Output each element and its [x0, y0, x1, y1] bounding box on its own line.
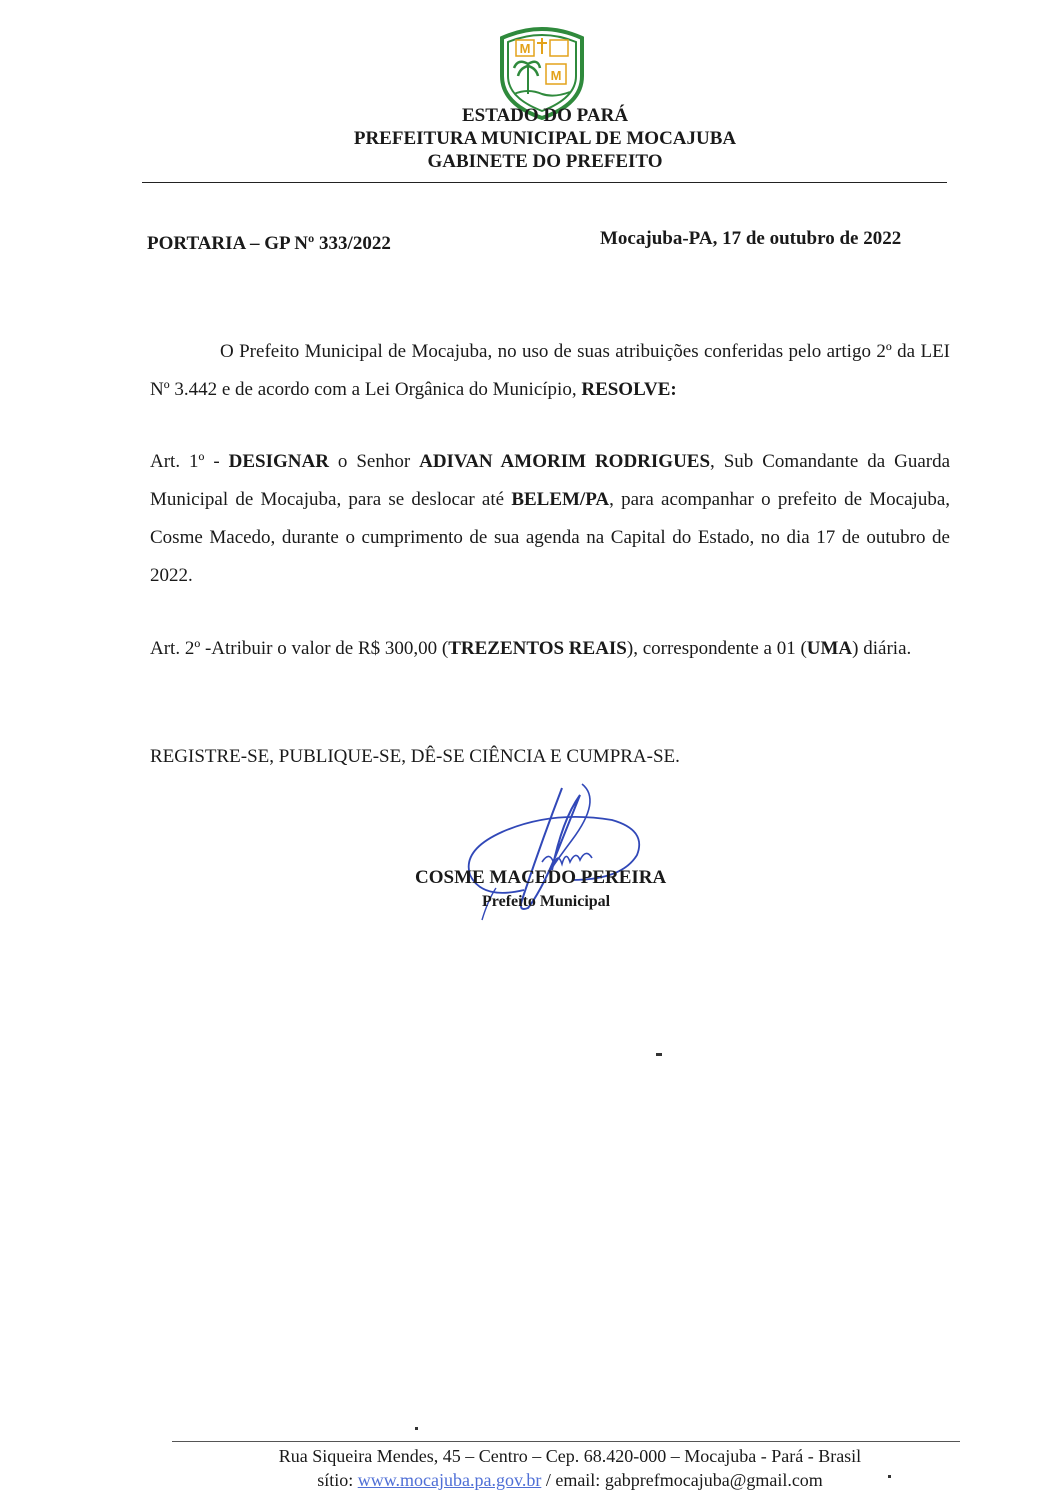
closing-formula: REGISTRE-SE, PUBLIQUE-SE, DÊ-SE CIÊNCIA E CUMPRA-SE. — [150, 746, 680, 767]
crest-letter-top: M — [519, 41, 531, 56]
art2-text-3: ) diária. — [852, 638, 912, 659]
portaria-number: PORTARIA – GP Nº 333/2022 — [147, 233, 391, 254]
footer-address: Rua Siqueira Mendes, 45 – Centro – Cep. 68.420-000 – Mocajuba - Pará - Brasil — [278, 1446, 862, 1466]
email-address[interactable]: gabprefmocajuba@gmail.com — [604, 1470, 823, 1490]
intro-paragraph — [150, 333, 950, 409]
footer-divider — [172, 1441, 960, 1442]
footer-contact — [170, 1470, 970, 1491]
art1-destination: BELEM/PA — [511, 489, 610, 510]
art1-label: Art. 1º - — [150, 451, 229, 472]
state-line: ESTADO DO PARÁ — [461, 105, 629, 126]
art1-designee-name: ADIVAN AMORIM RODRIGUES — [419, 451, 711, 472]
art2-amount: TREZENTOS REAIS — [448, 638, 627, 659]
website-link[interactable]: www.mocajuba.pa.gov.br — [357, 1470, 542, 1490]
art2-text-2: ), correspondente a 01 ( — [626, 638, 807, 659]
email-label: / email: — [541, 1470, 605, 1490]
municipality-line: PREFEITURA MUNICIPAL DE MOCAJUBA — [353, 128, 737, 149]
office-line: GABINETE DO PREFEITO — [427, 151, 663, 172]
place-date: Mocajuba-PA, 17 de outubro de 2022 — [600, 228, 902, 249]
article-2 — [150, 630, 950, 668]
art1-text-2: , Sub Comandante da Guarda Municipal de Mocajuba, para se deslocar até — [150, 451, 951, 510]
intro-text: O Prefeito Municipal de Mocajuba, no uso de suas atribuições conferidas pelo artigo 2º da LEI Nº 3.442 e de acordo com a Lei Orgânica do Município, — [150, 341, 950, 400]
art1-text-3: , para acompanhar o prefeito de Mocajuba, Cosme Macedo, durante o cumprimento de sua agenda na Capital do Estado, no dia 17 de outubro de 2022. — [150, 489, 951, 586]
site-label: sítio: — [317, 1470, 358, 1490]
art2-quantity: UMA — [806, 638, 853, 659]
article-1 — [150, 443, 950, 595]
signatory-role: Prefeito Municipal — [482, 893, 611, 910]
scan-speck — [656, 1053, 662, 1056]
scan-speck — [415, 1427, 418, 1430]
art2-text-1: Art. 2º -Atribuir o valor de R$ 300,00 ( — [150, 638, 449, 659]
crest-letter-bottom: M — [550, 68, 562, 83]
resolve-text: RESOLVE: — [581, 379, 677, 400]
header-divider — [142, 182, 947, 183]
art1-text-1: o Senhor — [328, 451, 420, 472]
art1-verb: DESIGNAR — [228, 451, 329, 472]
signatory-name: COSME MACEDO PEREIRA — [415, 867, 667, 888]
